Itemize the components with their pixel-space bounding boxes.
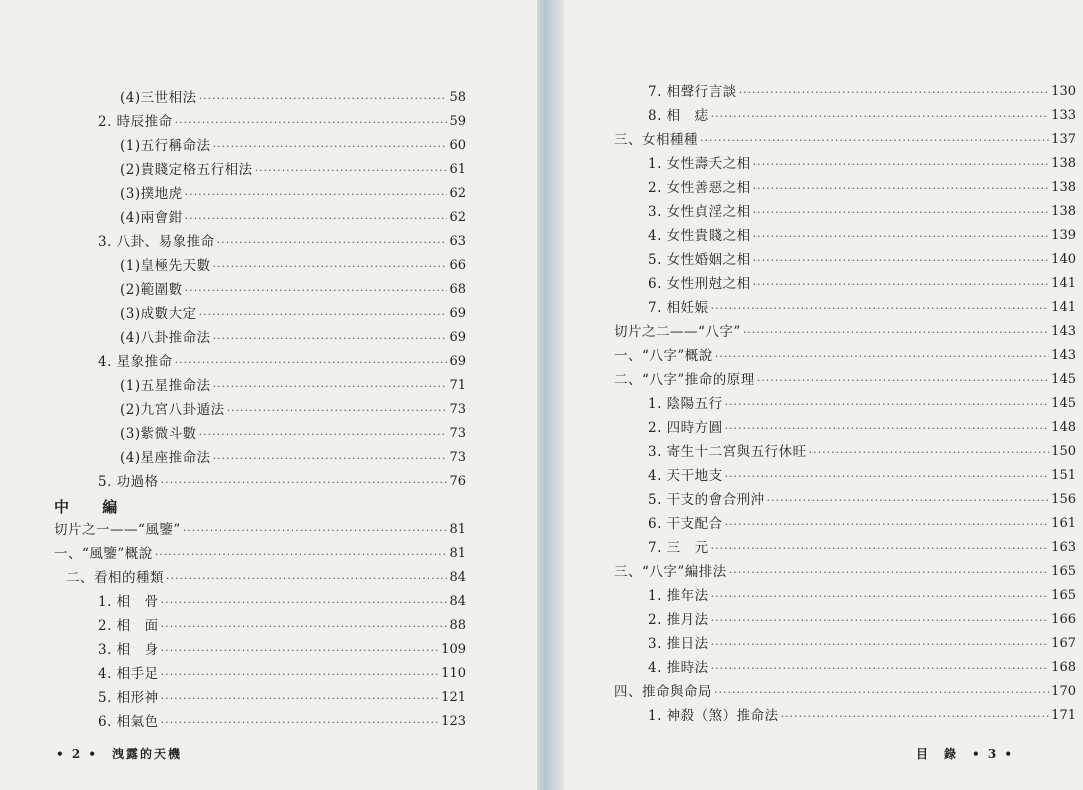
toc-entry-page: 148: [1051, 420, 1076, 435]
leader-dots: [183, 519, 448, 543]
toc-entry: [648, 392, 1076, 416]
toc-entry-label: 5. 功過格: [98, 474, 159, 490]
toc-entry: [648, 536, 1076, 560]
book-gutter: [537, 0, 564, 790]
toc-entry: [648, 200, 1076, 224]
toc-entry-label: 4. 推時法: [648, 660, 709, 676]
toc-entry: [648, 512, 1076, 536]
toc-entry: [120, 446, 466, 470]
toc-entry-page: 138: [1051, 204, 1076, 219]
toc-entry: [648, 656, 1076, 680]
leader-dots: [715, 345, 1049, 369]
toc-entry-page: 165: [1051, 564, 1076, 579]
toc-entry-page: 69: [449, 354, 466, 369]
toc-entry-page: 143: [1051, 324, 1076, 339]
toc-entry-page: 138: [1051, 156, 1076, 171]
leader-dots: [700, 129, 1049, 153]
toc-entry-page: 170: [1051, 684, 1076, 699]
leader-dots: [781, 705, 1050, 729]
leader-dots: [161, 663, 440, 687]
right-page: [564, 0, 1083, 790]
toc-entry-page: 151: [1051, 468, 1076, 483]
toc-entry-page: 156: [1051, 492, 1076, 507]
leader-dots: [199, 423, 448, 447]
toc-entry: [98, 662, 466, 686]
leader-dots: [161, 639, 440, 663]
toc-entry-page: 61: [449, 162, 466, 177]
toc-entry-label: 1. 女性壽夭之相: [648, 156, 751, 172]
toc-entry-label: 3. 寄生十二宮與五行休旺: [648, 444, 807, 460]
toc-entry: [54, 542, 466, 566]
toc-entry-label: 8. 相 痣: [648, 108, 709, 124]
toc-entry: [120, 374, 466, 398]
leader-dots: [729, 561, 1049, 585]
leader-dots: [725, 393, 1050, 417]
toc-entry: [98, 470, 466, 494]
leader-dots: [255, 159, 448, 183]
toc-entry-page: 150: [1051, 444, 1076, 459]
leader-dots: [725, 465, 1050, 489]
toc-entry-label: 2. 推月法: [648, 612, 709, 628]
leader-dots: [753, 249, 1050, 273]
toc-entry-page: 140: [1051, 252, 1076, 267]
toc-entry-label: 3. 女性貞淫之相: [648, 204, 751, 220]
toc-entry-page: 130: [1051, 84, 1076, 99]
leader-dots: [213, 135, 448, 159]
toc-entry-page: 59: [449, 114, 466, 129]
leader-dots: [725, 417, 1050, 441]
toc-entry-page: 138: [1051, 180, 1076, 195]
toc-entry: [648, 416, 1076, 440]
toc-entry-label: 3. 八卦、易象推命: [98, 234, 215, 250]
toc-entry-page: 62: [449, 210, 466, 225]
toc-entry-page: 143: [1051, 348, 1076, 363]
leader-dots: [213, 327, 448, 351]
toc-entry-page: 141: [1051, 276, 1076, 291]
leader-dots: [175, 351, 448, 375]
toc-entry-page: 171: [1051, 708, 1076, 723]
leader-dots: [213, 255, 448, 279]
leader-dots: [753, 225, 1050, 249]
toc-entry: [648, 248, 1076, 272]
toc-entry-label: 一、“風鑒”概說: [54, 546, 153, 562]
toc-entry-page: 73: [449, 402, 466, 417]
toc-entry: [614, 368, 1076, 392]
toc-entry-label: 三、“八字”編排法: [614, 564, 727, 580]
toc-entry: [98, 638, 466, 662]
toc-entry-page: 165: [1051, 588, 1076, 603]
toc-entry: [98, 590, 466, 614]
toc-entry-label: (4)星座推命法: [120, 450, 211, 466]
leader-dots: [227, 399, 448, 423]
toc-entry-label: 二、看相的種類: [66, 570, 164, 586]
toc-entry-page: 84: [449, 570, 466, 585]
toc-entry-label: (1)皇極先天數: [120, 258, 211, 274]
leader-dots: [753, 153, 1050, 177]
toc-entry: [120, 422, 466, 446]
toc-entry-label: (2)貴賤定格五行相法: [120, 162, 253, 178]
toc-entry: [120, 278, 466, 302]
toc-entry: [120, 206, 466, 230]
leader-dots: [753, 273, 1050, 297]
toc-entry-page: 58: [449, 90, 466, 105]
toc-entry-page: 163: [1051, 540, 1076, 555]
toc-entry-page: 81: [449, 546, 466, 561]
toc-entry-label: 2. 時辰推命: [98, 114, 173, 130]
toc-entry-page: 166: [1051, 612, 1076, 627]
toc-entry-page: 110: [441, 666, 466, 681]
toc-entry-page: 69: [449, 306, 466, 321]
toc-entry-page: 73: [449, 426, 466, 441]
toc-entry: [648, 80, 1076, 104]
leader-dots: [711, 297, 1050, 321]
toc-entry: [648, 176, 1076, 200]
toc-entry-page: 145: [1051, 372, 1076, 387]
toc-entry-label: (4)三世相法: [120, 90, 197, 106]
toc-entry-label: 7. 相聲行言談: [648, 84, 737, 100]
toc-entry-label: 切片之二——“八字”: [614, 324, 741, 340]
toc-entry-page: 88: [449, 618, 466, 633]
toc-entry-label: 6. 相氣色: [98, 714, 159, 730]
leader-dots: [809, 441, 1050, 465]
leader-dots: [711, 657, 1050, 681]
leader-dots: [711, 633, 1050, 657]
leader-dots: [757, 369, 1049, 393]
toc-entry: [120, 134, 466, 158]
leader-dots: [753, 177, 1050, 201]
toc-entry: [120, 182, 466, 206]
page-footer: 目 錄 • 3 •: [916, 747, 1015, 761]
toc-entry: [614, 560, 1076, 584]
toc-entry-label: 5. 干支的會合刑沖: [648, 492, 765, 508]
leader-dots: [725, 513, 1050, 537]
leader-dots: [213, 375, 448, 399]
toc-entry-label: 3. 相 身: [98, 642, 159, 658]
toc-entry: [120, 398, 466, 422]
leader-dots: [185, 207, 448, 231]
toc-entry-page: 141: [1051, 300, 1076, 315]
toc-entry: [66, 566, 466, 590]
toc-entry-page: 167: [1051, 636, 1076, 651]
toc-entry-page: 161: [1051, 516, 1076, 531]
toc-entry: [648, 440, 1076, 464]
toc-entry-label: (3)紫微斗數: [120, 426, 197, 442]
leader-dots: [753, 201, 1050, 225]
toc-entry: [98, 686, 466, 710]
toc-entry-label: (4)兩會鉗: [120, 210, 183, 226]
toc-entry-label: (4)八卦推命法: [120, 330, 211, 346]
toc-entry-label: 四、推命與命局: [614, 684, 712, 700]
toc-entry-label: 1. 陰陽五行: [648, 396, 723, 412]
toc-entry-page: 145: [1051, 396, 1076, 411]
toc-entry-label: 一、“八字”概說: [614, 348, 713, 364]
leader-dots: [166, 567, 447, 591]
leader-dots: [161, 687, 440, 711]
leader-dots: [185, 183, 448, 207]
leader-dots: [175, 111, 448, 135]
toc-entry: [614, 128, 1076, 152]
toc-entry-page: 69: [449, 330, 466, 345]
leader-dots: [711, 105, 1050, 129]
toc-entry-label: (3)成數大定: [120, 306, 197, 322]
leader-dots: [161, 615, 448, 639]
toc-entry-label: 5. 相形神: [98, 690, 159, 706]
leader-dots: [161, 591, 448, 615]
toc-entry: [648, 488, 1076, 512]
left-page: [0, 0, 537, 790]
toc-entry: [98, 614, 466, 638]
toc-entry-page: 68: [449, 282, 466, 297]
toc-entry: [648, 704, 1076, 728]
toc-entry-label: 二、“八字”推命的原理: [614, 372, 755, 388]
toc-entry-label: (2)九宮八卦遁法: [120, 402, 225, 418]
toc-entry: [98, 110, 466, 134]
toc-entry-label: 2. 四時方圓: [648, 420, 723, 436]
toc-entry: [614, 320, 1076, 344]
leader-dots: [711, 609, 1050, 633]
toc-entry-page: 139: [1051, 228, 1076, 243]
toc-entry: [614, 680, 1076, 704]
toc-entry-page: 121: [441, 690, 466, 705]
toc-entry-label: 三、女相種種: [614, 132, 698, 148]
toc-entry: [98, 230, 466, 254]
toc-entry: [120, 86, 466, 110]
toc-entry: [54, 518, 466, 542]
leader-dots: [711, 585, 1050, 609]
toc-entry-page: 109: [441, 642, 466, 657]
toc-entry: [648, 152, 1076, 176]
toc-entry-page: 137: [1051, 132, 1076, 147]
toc-entry-label: (1)五行稱命法: [120, 138, 211, 154]
toc-entry: [120, 254, 466, 278]
toc-entry-label: 2. 相 面: [98, 618, 159, 634]
toc-entry-page: 133: [1051, 108, 1076, 123]
toc-entry-label: 1. 神殺（煞）推命法: [648, 708, 779, 724]
toc-entry: [648, 584, 1076, 608]
toc-entry-page: 73: [449, 450, 466, 465]
toc-entry-label: 1. 推年法: [648, 588, 709, 604]
toc-entry-label: 4. 天干地支: [648, 468, 723, 484]
leader-dots: [161, 471, 448, 495]
toc-entry-label: 2. 女性善惡之相: [648, 180, 751, 196]
toc-entry-label: 5. 女性婚姻之相: [648, 252, 751, 268]
section-heading: 中 編: [54, 498, 132, 516]
toc-entry: [98, 710, 466, 734]
leader-dots: [714, 681, 1049, 705]
leader-dots: [213, 447, 448, 471]
toc-entry-page: 76: [449, 474, 466, 489]
toc-entry: [648, 272, 1076, 296]
leader-dots: [155, 543, 448, 567]
leader-dots: [767, 489, 1050, 513]
page-footer: • 2 • 洩露的天機: [56, 747, 183, 761]
toc-entry-label: 7. 相妊娠: [648, 300, 709, 316]
leader-dots: [739, 81, 1050, 105]
toc-entry-label: (1)五星推命法: [120, 378, 211, 394]
toc-entry-label: 4. 星象推命: [98, 354, 173, 370]
toc-entry: [648, 104, 1076, 128]
leader-dots: [161, 711, 440, 735]
toc-entry: [98, 350, 466, 374]
toc-entry-page: 168: [1051, 660, 1076, 675]
toc-entry: [120, 326, 466, 350]
toc-entry: [120, 158, 466, 182]
leader-dots: [743, 321, 1049, 345]
toc-entry-page: 81: [449, 522, 466, 537]
toc-entry-page: 62: [449, 186, 466, 201]
toc-entry-page: 84: [449, 594, 466, 609]
toc-entry-page: 66: [449, 258, 466, 273]
leader-dots: [185, 279, 448, 303]
leader-dots: [711, 537, 1050, 561]
toc-entry: [120, 302, 466, 326]
toc-entry-label: 6. 女性刑尅之相: [648, 276, 751, 292]
toc-entry-page: 60: [449, 138, 466, 153]
leader-dots: [199, 87, 448, 111]
toc-entry-label: 7. 三 元: [648, 540, 709, 556]
toc-entry-label: 1. 相 骨: [98, 594, 159, 610]
leader-dots: [199, 303, 448, 327]
toc-entry-label: 4. 相手足: [98, 666, 159, 682]
toc-entry: [648, 464, 1076, 488]
toc-entry-label: 切片之一——“風鑒”: [54, 522, 181, 538]
toc-entry-label: 6. 干支配合: [648, 516, 723, 532]
toc-entry: [648, 608, 1076, 632]
toc-entry: [648, 296, 1076, 320]
toc-entry-label: 3. 推日法: [648, 636, 709, 652]
leader-dots: [217, 231, 448, 255]
toc-entry: [648, 632, 1076, 656]
toc-entry-page: 63: [449, 234, 466, 249]
toc-entry-label: (2)範圍數: [120, 282, 183, 298]
toc-entry-label: 4. 女性貴賤之相: [648, 228, 751, 244]
toc-entry-label: (3)撲地虎: [120, 186, 183, 202]
toc-entry-page: 71: [449, 378, 466, 393]
toc-entry: [614, 344, 1076, 368]
toc-entry-page: 123: [441, 714, 466, 729]
toc-entry: [648, 224, 1076, 248]
